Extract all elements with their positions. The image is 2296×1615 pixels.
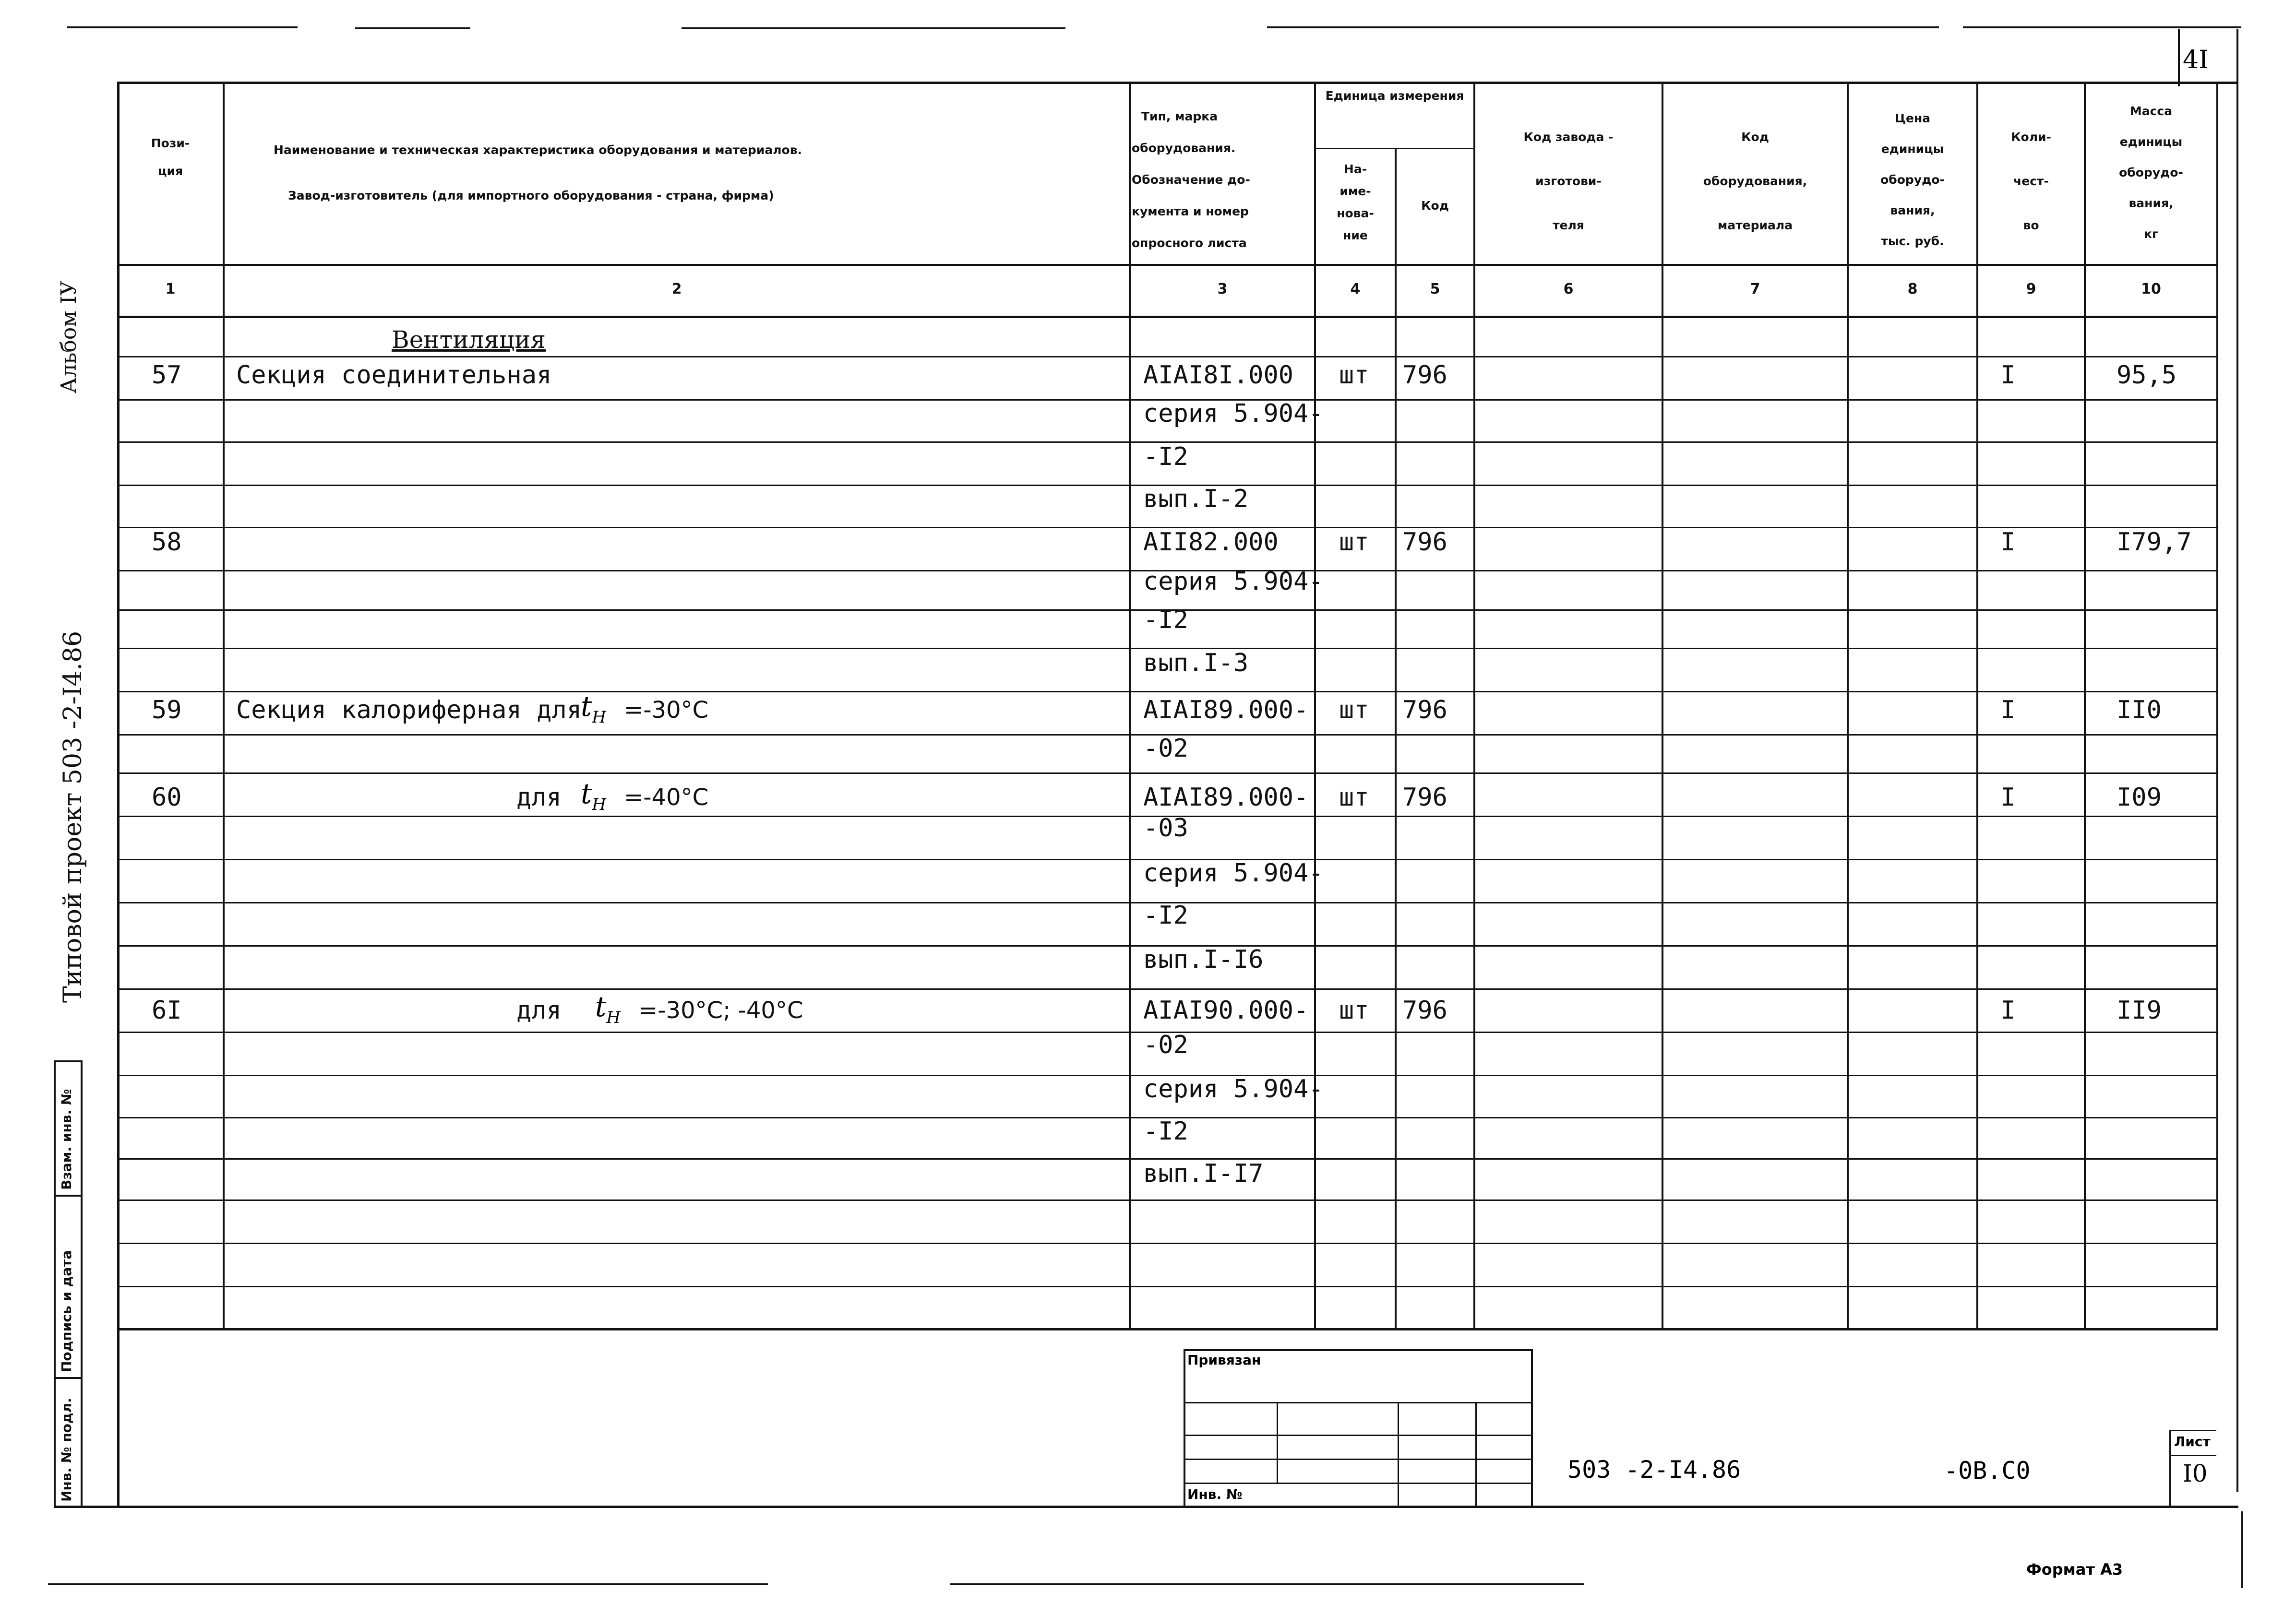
header-c1: Пози- ция [151, 136, 190, 178]
unit-mass: I09 [2117, 783, 2162, 812]
inv-no-label: Инв. № [1187, 1486, 1243, 1502]
type-designation: AIAI90.000- [1143, 996, 1309, 1025]
unit-code: 796 [1402, 528, 1447, 557]
quantity: I [2000, 696, 2016, 724]
doc-code: 503 -2-I4.86 [1567, 1456, 1741, 1484]
format-label: Формат А3 [2026, 1560, 2123, 1579]
temperature-value: =-30°C [624, 697, 709, 724]
position-number: 6I [152, 996, 182, 1025]
section-title: Вентиляция [392, 326, 546, 354]
header-c10: Масса единицы оборудо- вания, кг [2119, 104, 2183, 241]
col-number-7: 7 [1750, 281, 1760, 297]
type-designation: -I2 [1143, 901, 1188, 930]
col-number-3: 3 [1217, 281, 1228, 297]
header-c2: Наименование и техническая характеристика оборудования и материалов. Завод-изготовитель (для импортного оборудования - страна, фирма) [274, 143, 802, 202]
type-designation: вып.I-I6 [1143, 945, 1264, 974]
row-separator [117, 356, 2218, 357]
type-designation: -03 [1143, 814, 1188, 843]
type-designation: серия 5.904- [1143, 399, 1324, 428]
unit-mass: II0 [2117, 696, 2162, 724]
item-name: Секция калориферная для [236, 696, 582, 724]
header-c3: Тип, марка оборудования. Обозначение до- кумента и номер опросного листа [1132, 109, 1250, 250]
col-number-10: 10 [2141, 281, 2161, 297]
header-c6: Код завода - изготови- теля [1523, 130, 1614, 232]
unit-name: шт [1339, 361, 1369, 390]
type-designation: -I2 [1143, 1117, 1188, 1146]
row-separator [117, 772, 2218, 774]
unit-mass: II9 [2117, 996, 2162, 1025]
header-c5: Код [1421, 199, 1449, 213]
header-c4: На- име- нова- ние [1337, 162, 1374, 242]
type-designation: вып.I-3 [1143, 649, 1249, 677]
unit-code: 796 [1402, 696, 1447, 724]
unit-name: шт [1339, 696, 1369, 724]
unit-name: шт [1339, 528, 1369, 557]
list-value: I0 [2183, 1460, 2208, 1487]
inv-podl-label: Инв. № подл. [59, 1398, 74, 1502]
position-number: 59 [152, 696, 182, 724]
position-number: 58 [152, 528, 182, 557]
inv-vzam-label: Взам. инв. № [59, 1089, 74, 1190]
type-designation: вып.I-I7 [1143, 1159, 1264, 1188]
frame-top [117, 82, 2238, 84]
type-designation: -02 [1143, 1031, 1188, 1059]
quantity: I [2000, 783, 2016, 812]
privyazan-label: Привязан [1187, 1352, 1261, 1368]
unit-code: 796 [1402, 996, 1447, 1025]
temperature-value: =-30°C; -40°C [638, 997, 803, 1024]
temperature-symbol: $t_H$ [581, 690, 606, 727]
top-rule-1 [67, 26, 298, 28]
col-number-4: 4 [1350, 281, 1361, 297]
type-designation: AIAI8I.000 [1143, 361, 1294, 390]
type-designation: серия 5.904- [1143, 567, 1324, 596]
frame-bottom [54, 1506, 2238, 1508]
temperature-value: =-40°C [624, 784, 709, 811]
project-label: Типовой проект 503 -2-I4.86 [59, 630, 87, 1003]
position-number: 60 [152, 783, 182, 812]
item-name: для [516, 996, 562, 1025]
position-number: 57 [152, 361, 182, 390]
top-rule-5 [1963, 26, 2241, 28]
unit-name: шт [1339, 996, 1369, 1025]
quantity: I [2000, 996, 2016, 1025]
header-c45: Единица измерения [1325, 89, 1464, 103]
type-designation: AII82.000 [1143, 528, 1279, 557]
unit-mass: 95,5 [2117, 361, 2177, 390]
unit-code: 796 [1402, 783, 1447, 812]
top-rule-4 [1267, 26, 1939, 28]
type-designation: серия 5.904- [1143, 859, 1324, 888]
type-designation: AIAI89.000- [1143, 783, 1309, 812]
table-bottom [117, 1328, 2218, 1330]
top-rule-2 [355, 27, 470, 29]
unit-code: 796 [1402, 361, 1447, 390]
quantity: I [2000, 528, 2016, 557]
temperature-symbol: $t_H$ [581, 777, 606, 814]
top-rule-3 [682, 27, 1065, 29]
header-c8: Цена единицы оборудо- вания, тыс. руб. [1880, 111, 1945, 248]
page-number: 4I [2183, 46, 2209, 74]
col-number-6: 6 [1563, 281, 1574, 297]
type-designation: -02 [1143, 734, 1188, 763]
type-designation: вып.I-2 [1143, 485, 1249, 513]
doc-suffix: -0В.С0 [1944, 1457, 2031, 1484]
temperature-symbol: $t_H$ [595, 990, 621, 1027]
col-number-5: 5 [1430, 281, 1440, 297]
unit-name: шт [1339, 783, 1369, 812]
header-c7: Код оборудования, материала [1703, 130, 1807, 232]
row-separator [117, 691, 2218, 692]
item-name: для [516, 783, 562, 812]
row-separator [117, 988, 2218, 990]
col-number-1: 1 [165, 281, 176, 297]
quantity: I [2000, 361, 2016, 390]
type-designation: AIAI89.000- [1143, 696, 1309, 724]
frame-left [117, 82, 120, 1508]
type-designation: -I2 [1143, 442, 1188, 471]
list-label: Лист [2174, 1434, 2211, 1449]
col-number-8: 8 [1907, 281, 1918, 297]
type-designation: -I2 [1143, 606, 1188, 634]
type-designation: серия 5.904- [1143, 1075, 1324, 1104]
col-number-9: 9 [2026, 281, 2036, 297]
header-c9: Коли- чест- во [2011, 130, 2051, 232]
unit-mass: I79,7 [2117, 528, 2192, 557]
col-number-2: 2 [671, 281, 682, 297]
sign-date-label: Подпись и дата [59, 1250, 74, 1372]
album-label: Альбом IУ [57, 280, 81, 393]
item-name: Секция соединительная [236, 361, 552, 390]
